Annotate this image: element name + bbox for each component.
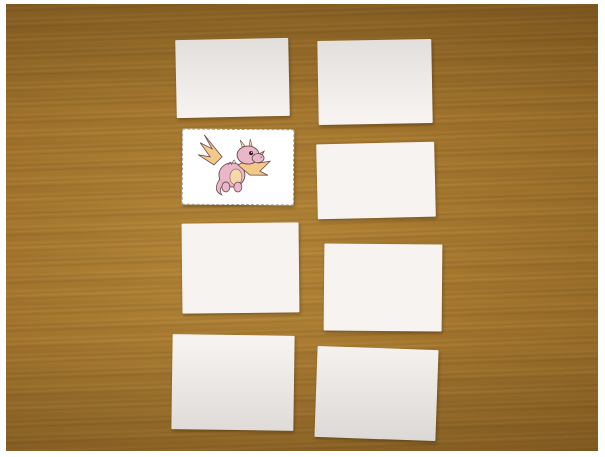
memory-card-r2-c1[interactable] xyxy=(182,129,295,206)
pink-baby-dragon-icon xyxy=(182,129,295,206)
memory-card-r3-c2[interactable] xyxy=(324,243,443,331)
memory-card-r4-c1[interactable] xyxy=(171,334,294,431)
memory-card-r1-c2[interactable] xyxy=(317,39,432,125)
memory-card-r3-c1[interactable] xyxy=(182,222,300,313)
memory-card-r1-c1[interactable] xyxy=(175,38,290,118)
memory-card-r4-c2[interactable] xyxy=(314,346,438,441)
wooden-table xyxy=(6,4,598,451)
memory-card-r2-c2[interactable] xyxy=(316,142,436,220)
